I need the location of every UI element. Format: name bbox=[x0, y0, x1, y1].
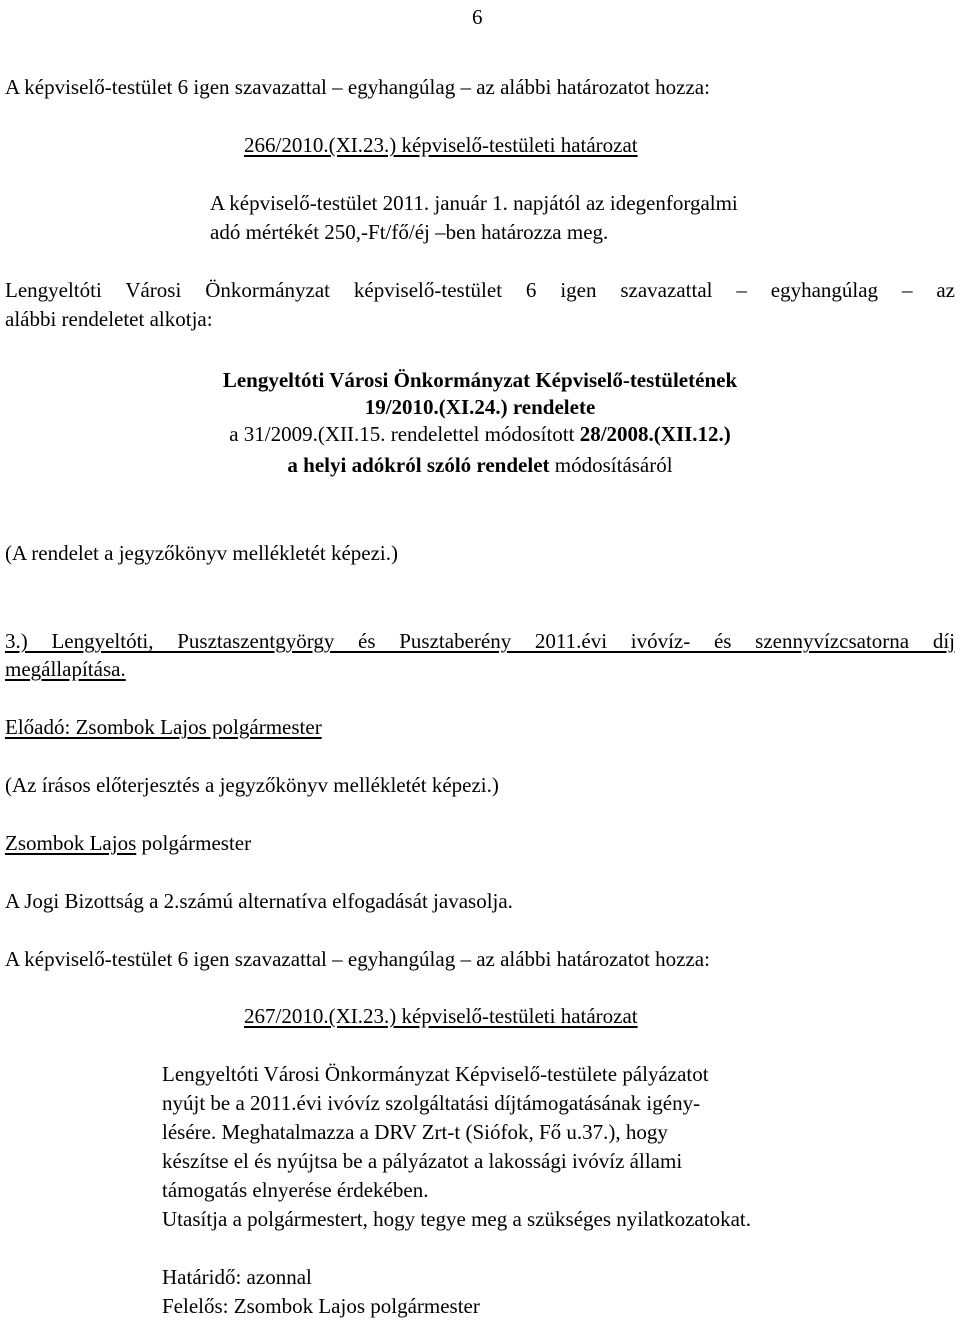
decree-title-line-4 bbox=[0, 451, 960, 479]
agenda-item-3-title-line-2: megállapítása. bbox=[5, 657, 126, 681]
decree-title-line-3 bbox=[0, 420, 960, 448]
responsible: Felelős: Zsombok Lajos polgármester bbox=[162, 1294, 480, 1318]
resolution-title-266: 266/2010.(XI.23.) képviselő-testületi határozat bbox=[244, 133, 638, 157]
vote-intro-2: A képviselő-testület 6 igen szavazattal – egyhangúlag – az alábbi határozatot hozza: bbox=[5, 947, 710, 971]
resolution-267-body-line-3: lésére. Meghatalmazza a DRV Zrt-t (Siófok, Fő u.37.), hogy bbox=[162, 1120, 668, 1144]
resolution-267-body-line-2: nyújt be a 2011.évi ivóvíz szolgáltatási díjtámogatásának igény- bbox=[162, 1091, 701, 1115]
resolution-title-267: 267/2010.(XI.23.) képviselő-testületi határozat bbox=[244, 1004, 638, 1028]
agenda-item-3-title-line-1: 3.) Lengyeltóti, Pusztaszentgyörgy és Pusztaberény 2011.évi ivóvíz- és szennyvízcsatorna díj bbox=[5, 629, 955, 653]
resolution-body-line-1: A képviselő-testület 2011. január 1. napjától az idegenforgalmi bbox=[210, 191, 738, 215]
resolution-267-body-line-1: Lengyeltóti Városi Önkormányzat Képviselő-testülete pályázatot bbox=[162, 1062, 709, 1086]
decree-title-line-2: 19/2010.(XI.24.) rendelete bbox=[364, 395, 596, 419]
presenter: Előadó: Zsombok Lajos polgármester bbox=[5, 715, 322, 739]
decree-amend-ref: a 31/2009.(XII.15. rendelettel módosított bbox=[229, 422, 580, 446]
decree-subject-suffix: módosításáról bbox=[549, 453, 673, 477]
speaker-role: polgármester bbox=[136, 831, 252, 855]
decree-intro-line-2: alábbi rendeletet alkotja: bbox=[5, 307, 213, 331]
resolution-body-line-2: adó mértékét 250,-Ft/fő/éj –ben határozza meg. bbox=[210, 220, 609, 244]
speaker-name: Zsombok Lajos bbox=[5, 831, 137, 855]
vote-intro-1: A képviselő-testület 6 igen szavazattal – egyhangúlag – az alábbi határozatot hozza: bbox=[5, 75, 710, 99]
resolution-267-body-line-4: készítse el és nyújtsa be a pályázatot a lakossági ivóvíz állami bbox=[162, 1149, 683, 1173]
speaker bbox=[5, 829, 251, 857]
decree-subject: a helyi adókról szóló rendelet bbox=[287, 453, 550, 477]
committee-recommendation: A Jogi Bizottság a 2.számú alternatíva elfogadását javasolja. bbox=[5, 889, 513, 913]
decree-annex-note: (A rendelet a jegyzőkönyv mellékletét képezi.) bbox=[5, 541, 399, 565]
decree-intro-line-1: Lengyeltóti Városi Önkormányzat képviselő-testület 6 igen szavazattal – egyhangúlag – az bbox=[5, 278, 955, 302]
page-number: 6 bbox=[472, 5, 483, 29]
resolution-267-body-line-6: Utasítja a polgármestert, hogy tegye meg a szükséges nyilatkozatokat. bbox=[162, 1207, 751, 1231]
decree-original-number: 28/2008.(XII.12.) bbox=[579, 422, 731, 446]
resolution-267-body-line-5: támogatás elnyerése érdekében. bbox=[162, 1178, 429, 1202]
proposal-note: (Az írásos előterjesztés a jegyzőkönyv mellékletét képezi.) bbox=[5, 773, 499, 797]
deadline: Határidő: azonnal bbox=[162, 1265, 312, 1289]
decree-title-line-1: Lengyeltóti Városi Önkormányzat Képviselő-testületének bbox=[222, 368, 738, 392]
